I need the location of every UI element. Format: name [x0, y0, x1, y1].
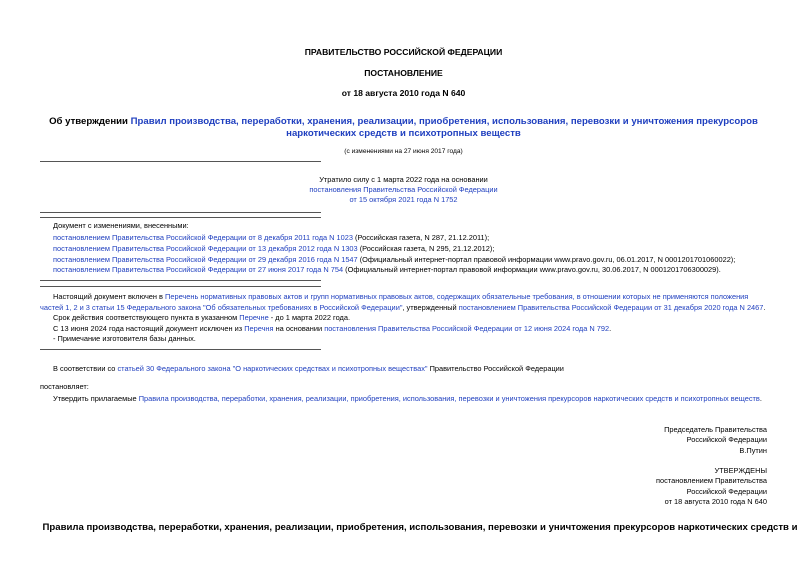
- document-date: от 18 августа 2010 года N 640: [341, 88, 466, 98]
- notice-text: - до 1 марта 2022 года.: [268, 313, 350, 322]
- notice-text: на основании: [273, 324, 325, 333]
- approved-decree: постановлением Правительства: [656, 476, 767, 485]
- changes-intro: Документ с изменениями, внесенными:: [53, 221, 189, 230]
- divider: [40, 280, 321, 281]
- notice-text: , утвержденный: [402, 302, 459, 312]
- signature-name: В.Путин: [739, 446, 767, 455]
- change-source: (Официальный интернет-портал правовой информации www.pravo.gov.ru, 30.06.2017, N 0001201706300029).: [343, 265, 721, 274]
- divider: [40, 161, 321, 162]
- divider: [40, 217, 321, 218]
- title-rules-link[interactable]: Правил производства, переработки, хранения, реализации, приобретения, использования, перевозки и уничтожения прекурсоров наркотических средств и психотропных веществ: [130, 116, 758, 140]
- approved-country: Российской Федерации: [686, 487, 767, 496]
- signature-position: Председатель Правительства: [664, 425, 767, 434]
- validity-notice: [53, 313, 773, 323]
- amendment-note: (с изменениями на 27 июня 2017 года): [344, 148, 463, 155]
- divider: [40, 286, 321, 287]
- change-source: (Российская газета, N 295, 21.12.2012);: [357, 244, 495, 253]
- signature-country: Российской Федерации: [686, 435, 767, 444]
- government-heading: ПРАВИТЕЛЬСТВО РОССИЙСКОЙ ФЕДЕРАЦИИ: [304, 47, 503, 57]
- list-link[interactable]: Перечня: [244, 324, 274, 333]
- resolves-text: постановляет:: [40, 382, 89, 391]
- approve-paragraph: [53, 394, 773, 404]
- notice-text: С 13 июня 2024 года настоящий документ исключен из: [53, 324, 245, 333]
- change-item: [53, 244, 773, 254]
- divider: [40, 349, 321, 350]
- producer-note: - Примечание изготовителя базы данных.: [53, 334, 196, 343]
- federal-law-link[interactable]: статьей 30 Федерального закона "О наркотических средствах и психотропных веществах": [117, 364, 428, 373]
- list-link[interactable]: Перечне: [239, 313, 269, 322]
- document-type: ПОСТАНОВЛЕНИЕ: [364, 68, 443, 78]
- change-link[interactable]: постановлением Правительства Российской Федерации от 8 декабря 2011 года N 1023: [53, 233, 353, 242]
- change-item: [53, 233, 773, 243]
- registry-decree-link[interactable]: постановлением Правительства Российской Федерации от 31 декабря 2020 года N 2467: [458, 302, 764, 312]
- change-item: [53, 265, 773, 275]
- exclusion-notice: [53, 324, 773, 334]
- expired-notice: Утратило силу с 1 марта 2022 года на основании: [319, 175, 488, 184]
- registry-list-link[interactable]: Перечень нормативных правовых актов и групп нормативных правовых актов, содержащих обязательные требования, в отношении которых не применяются положения частей 1, 2 и 3 статьи 15 Федерального закона "Об обязательных требованиях в Российской Федерации": [40, 292, 749, 312]
- notice-text: .: [609, 324, 612, 333]
- preamble-text: Правительство Российской Федерации: [427, 364, 564, 373]
- change-link[interactable]: постановлением Правительства Российской Федерации от 29 декабря 2016 года N 1547: [53, 255, 358, 264]
- document-title: [40, 116, 767, 141]
- change-link[interactable]: постановлением Правительства Российской Федерации от 27 июня 2017 года N 754: [53, 265, 344, 274]
- approve-text: .: [759, 394, 762, 403]
- preamble-text: В соответствии со: [53, 364, 118, 373]
- change-item: [53, 255, 773, 265]
- expired-decree-date-link[interactable]: от 15 октября 2021 года N 1752: [349, 195, 458, 204]
- expired-decree-link[interactable]: постановления Правительства Российской Федерации: [309, 185, 498, 194]
- change-source: (Российская газета, N 287, 21.12.2011);: [353, 233, 490, 242]
- rules-link[interactable]: Правила производства, переработки, хранения, реализации, приобретения, использования, перевозки и уничтожения прекурсоров наркотических средств и психотропных веществ: [138, 394, 760, 403]
- approved-label: УТВЕРЖДЕНЫ: [714, 466, 767, 475]
- preamble: [53, 364, 773, 374]
- exclusion-decree-link[interactable]: постановления Правительства Российской Федерации от 12 июня 2024 года N 792: [324, 324, 610, 333]
- rules-heading: Правила производства, переработки, хранения, реализации, приобретения, использования, перевозки и уничтожения прекурсоров наркотических средств и: [42, 522, 798, 533]
- approved-date: от 18 августа 2010 года N 640: [664, 497, 767, 506]
- change-source: (Официальный интернет-портал правовой информации www.pravo.gov.ru, 06.01.2017, N 0001201701060022);: [357, 255, 736, 264]
- registry-notice: [40, 292, 770, 313]
- title-prefix: Об утверждении: [49, 116, 128, 127]
- approve-text: Утвердить прилагаемые: [53, 394, 139, 403]
- notice-text: Настоящий документ включен в: [53, 292, 166, 301]
- divider: [40, 212, 321, 213]
- notice-text: .: [763, 302, 766, 312]
- change-link[interactable]: постановлением Правительства Российской Федерации от 13 декабря 2012 года N 1303: [53, 244, 358, 253]
- notice-text: Срок действия соответствующего пункта в указанном: [53, 313, 240, 322]
